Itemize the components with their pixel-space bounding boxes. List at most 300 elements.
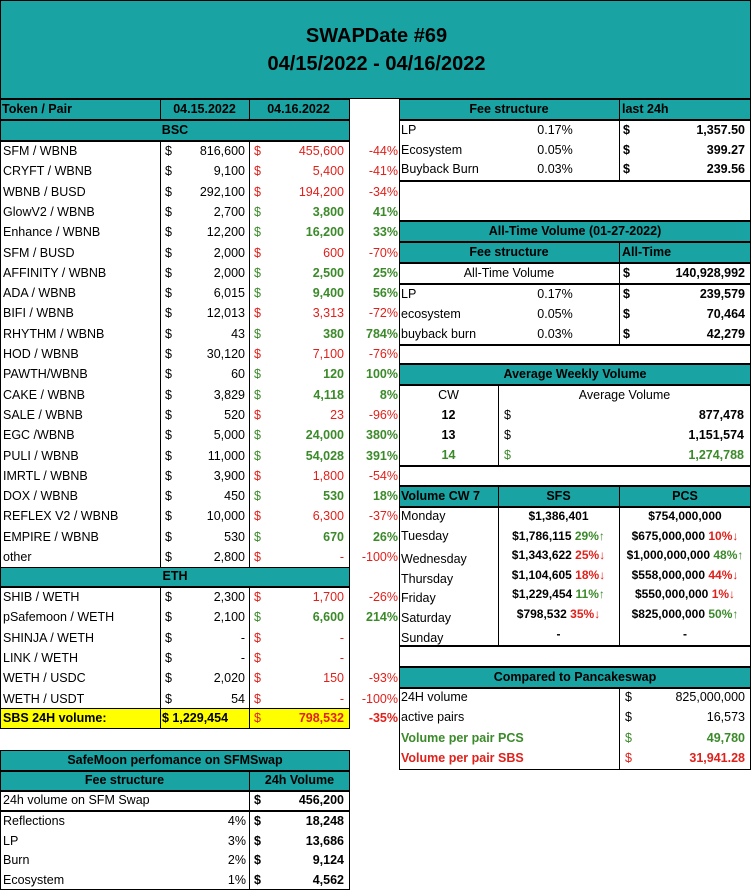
cw7-row-pcs (619, 585, 751, 604)
header-pair: Token / Pair (2, 102, 72, 116)
bsc-value-d2: 600 (323, 245, 344, 260)
fee-header: Fee structure (469, 102, 549, 116)
bsc-value-d2: 194,200 (298, 184, 344, 199)
cw7-row-sfs (498, 507, 619, 526)
currency-symbol: $ (254, 306, 261, 321)
bsc-value-d2: 3,800 (312, 204, 344, 219)
alltime-row-pct: 0.03% (537, 326, 573, 341)
currency-symbol: $ (504, 448, 511, 462)
eth-change-pct: -26% (368, 590, 398, 604)
compare-row-label: active pairs (401, 710, 465, 725)
cw7-pcs-change: 1%↓ (708, 587, 736, 602)
bsc-change-pct: 18% (372, 489, 398, 504)
currency-symbol: $ (254, 468, 261, 483)
alltime-volume-value: 140,928,992 (675, 266, 745, 280)
bsc-change-pct: 33% (372, 225, 398, 240)
safemoon-row-pct: 2% (227, 853, 246, 868)
eth-value-d2: - (339, 630, 344, 645)
fee-row-label: Buyback Burn (401, 162, 479, 177)
fee-row-pct: 0.17% (537, 123, 573, 137)
currency-symbol: $ (254, 711, 261, 725)
grid-line (249, 141, 250, 568)
fee-row-value: 399.27 (706, 142, 745, 157)
fee-row-value: 1,357.50 (696, 123, 745, 137)
bsc-value-d2: 23 (330, 407, 344, 422)
cw7-pcs-change: 10%↓ (705, 528, 739, 543)
safemoon-row-label: Burn (3, 853, 30, 868)
bsc-value-d1: 530 (224, 529, 245, 544)
currency-symbol: $ (254, 833, 261, 848)
alltime-row-value: 42,279 (706, 326, 745, 341)
currency-symbol: $ (254, 164, 261, 179)
eth-change-pct: 214% (366, 610, 398, 625)
eth-body-frame (0, 587, 350, 711)
bsc-change-pct: 25% (372, 265, 398, 280)
bsc-value-d1: 12,200 (206, 225, 245, 240)
currency-symbol: $ (254, 610, 261, 625)
currency-symbol: $ (254, 265, 261, 280)
cw7-row-sfs (498, 527, 619, 546)
currency-symbol: $ (165, 184, 172, 199)
bsc-value-d1: 816,600 (199, 144, 245, 158)
bsc-pair-name: CAKE / WBNB (3, 387, 85, 402)
compare-title: Compared to Pancakeswap (493, 670, 657, 684)
grid-line (160, 99, 161, 120)
bsc-change-pct: 784% (366, 326, 398, 341)
bsc-pair-name: EGC /WBNB (3, 428, 75, 443)
weekly-row-value: 1,274,788 (688, 448, 744, 462)
cw7-row-day: Thursday (401, 571, 454, 586)
eth-value-d1: - (240, 650, 245, 665)
cw7-row-day: Saturday (401, 611, 452, 625)
fee-row-label: LP (401, 123, 417, 137)
bsc-value-d2: 3,313 (312, 306, 344, 321)
header-date-1: 04.15.2022 (173, 102, 236, 116)
bsc-change-pct: -44% (368, 144, 398, 158)
cw7-sfs-value: $1,104,605 (511, 567, 572, 582)
currency-symbol: $ (504, 428, 511, 442)
grid-line (160, 141, 161, 568)
eth-change-pct: -100% (361, 691, 398, 706)
fee-row-pct: 0.03% (537, 162, 573, 177)
bsc-pair-name: RHYTHM / WBNB (3, 326, 105, 341)
compare-row-label: 24H volume (401, 690, 468, 704)
safemoon-row-value: 4,562 (312, 872, 344, 887)
alltime-volume-label: All-Time Volume (463, 266, 555, 280)
eth-label: ETH (162, 569, 188, 583)
currency-symbol: $ (165, 225, 172, 240)
currency-symbol: $ (165, 529, 172, 544)
cw7-pcs-value: $675,000,000 (631, 528, 706, 543)
bsc-change-pct: -100% (361, 550, 398, 564)
currency-symbol: $ (165, 367, 172, 382)
eth-value-d1: 2,100 (213, 610, 245, 625)
report-date-range: 04/15/2022 - 04/16/2022 (267, 53, 486, 75)
cw7-row-sfs (498, 546, 619, 565)
fee-row-value: 239.56 (706, 162, 745, 177)
currency-symbol: $ (625, 690, 632, 704)
bsc-value-d1: 12,013 (206, 306, 245, 321)
bsc-change-pct: -76% (368, 347, 398, 361)
bsc-value-d1: 2,700 (213, 204, 245, 219)
bsc-change-pct: 56% (372, 286, 398, 301)
cw7-spacer (399, 646, 751, 667)
cw7-row-pcs (619, 527, 751, 546)
bsc-change-pct: -96% (368, 407, 398, 422)
currency-symbol: $ (165, 347, 172, 361)
bsc-pair-name: IMRTL / WBNB (3, 468, 88, 483)
cw7-sfs-value: - (556, 626, 561, 641)
cw7-sfs-value: $1,343,622 (511, 548, 572, 563)
cw7-header-pcs: PCS (672, 489, 698, 503)
safemoon-row-label: Ecosystem (3, 872, 65, 887)
eth-pair-name: SHINJA / WETH (3, 630, 94, 645)
cw7-pcs-value: $754,000,000 (648, 509, 722, 523)
cw7-pcs-value: $1,000,000,000 (626, 548, 711, 563)
safemoon-row-value: 9,124 (312, 853, 344, 868)
weekly-row-value: 877,478 (698, 408, 744, 422)
bsc-value-d2: 120 (323, 367, 344, 382)
eth-pair-name: pSafemoon / WETH (3, 610, 115, 625)
currency-symbol: $ (165, 509, 172, 524)
cw7-row-sfs (498, 585, 619, 604)
title-banner (0, 0, 751, 99)
currency-symbol: $ (165, 468, 172, 483)
bsc-change-pct: 391% (366, 448, 398, 463)
bsc-value-d1: 30,120 (206, 347, 245, 361)
cw7-row-day: Friday (401, 591, 436, 606)
eth-value-d2: - (339, 650, 344, 665)
safemoon-row-pct: 1% (227, 872, 246, 887)
bsc-change-pct: -41% (368, 164, 398, 179)
bsc-value-d1: 11,000 (207, 448, 245, 463)
cw7-row-sfs (498, 625, 619, 644)
compare-row-label: Volume per pair SBS (401, 750, 524, 765)
bsc-pair-name: PAWTH/WBNB (3, 367, 88, 382)
bsc-change-pct: -72% (368, 306, 398, 321)
currency-symbol: $ (254, 326, 261, 341)
header-date-2: 04.16.2022 (267, 102, 330, 116)
currency-symbol: $ (254, 245, 261, 260)
currency-symbol: $ (165, 265, 172, 280)
total-value-d1: $ 1,229,454 (162, 711, 229, 725)
currency-symbol: $ (165, 671, 172, 686)
bsc-value-d1: 43 (231, 326, 245, 341)
bsc-value-d1: 10,000 (206, 509, 245, 524)
currency-symbol: $ (165, 630, 172, 645)
grid-line (249, 587, 250, 710)
eth-value-d2: 6,600 (312, 610, 344, 625)
eth-pair-name: SHIB / WETH (3, 590, 80, 604)
currency-symbol: $ (165, 489, 172, 504)
bsc-pair-name: DOX / WBNB (3, 489, 79, 504)
cw7-pcs-change: 44%↓ (705, 567, 739, 582)
compare-row-label: Volume per pair PCS (401, 730, 524, 745)
cw7-row-sfs (498, 605, 619, 624)
bsc-pair-name: SFM / BUSD (3, 245, 75, 260)
cw7-sfs-change: 25%↓ (571, 548, 606, 563)
bsc-change-pct: 8% (379, 387, 398, 402)
alltime-row-value: 70,464 (706, 306, 745, 321)
cw7-sfs-value: $1,386,401 (528, 509, 589, 523)
bsc-value-d1: 3,829 (213, 387, 245, 402)
cw7-pcs-change: 50%↑ (705, 607, 739, 621)
bsc-value-d2: 24,000 (305, 428, 344, 443)
cw7-sfs-value: $1,229,454 (512, 587, 573, 602)
currency-symbol: $ (625, 710, 632, 725)
bsc-pair-name: ADA / WBNB (3, 286, 76, 301)
bsc-change-pct: -34% (368, 184, 398, 199)
eth-pair-name: WETH / USDT (3, 691, 85, 706)
bsc-change-pct: -37% (368, 509, 398, 524)
alltime-spacer (399, 345, 751, 364)
grid-line (249, 791, 250, 811)
cw7-row-pcs (619, 566, 751, 585)
currency-symbol: $ (165, 204, 172, 219)
cw7-row-pcs (619, 605, 751, 624)
cw7-row-sfs (498, 566, 619, 585)
bsc-change-pct: -54% (368, 468, 398, 483)
weekly-header-avg: Average Volume (578, 388, 671, 402)
currency-symbol: $ (625, 730, 632, 745)
currency-symbol: $ (254, 650, 261, 665)
weekly-spacer (399, 466, 751, 486)
cw7-row-day: Monday (401, 509, 446, 523)
bsc-pair-name: CRYFT / WBNB (3, 164, 93, 179)
eth-value-d1: 54 (231, 691, 245, 706)
currency-symbol: $ (623, 162, 630, 177)
bsc-value-d2: 9,400 (312, 286, 344, 301)
bsc-change-pct: -70% (368, 245, 398, 260)
cw7-pcs-value: - (683, 626, 687, 641)
weekly-header-cw: CW (438, 388, 459, 402)
bsc-value-d2: 530 (323, 489, 344, 504)
cw7-sfs-value: $798,532 (516, 607, 567, 621)
currency-symbol: $ (165, 326, 172, 341)
bsc-pair-name: SALE / WBNB (3, 407, 83, 422)
currency-symbol: $ (623, 326, 630, 341)
grid-line (160, 587, 161, 710)
currency-symbol: $ (165, 590, 172, 604)
currency-symbol: $ (254, 529, 261, 544)
cw7-row-day: Wednesday (401, 552, 467, 567)
compare-row-value: 825,000,000 (675, 690, 745, 704)
eth-value-d1: - (240, 630, 245, 645)
currency-symbol: $ (623, 287, 630, 301)
alltime-title: All-Time Volume (01-27-2022) (488, 224, 662, 238)
compare-row-value: 16,573 (706, 710, 745, 725)
alltime-row-label: ecosystem (401, 306, 461, 321)
currency-symbol: $ (254, 550, 261, 564)
grid-line (619, 284, 620, 345)
bsc-pair-name: WBNB / BUSD (3, 184, 86, 199)
eth-value-d1: 2,300 (213, 590, 245, 604)
currency-symbol: $ (254, 286, 261, 301)
bsc-value-d2: 6,300 (312, 509, 344, 524)
safemoon-total-label: 24h volume on SFM Swap (3, 793, 150, 807)
currency-symbol: $ (623, 266, 630, 280)
safemoon-row-value: 13,686 (305, 833, 344, 848)
compare-row-value: 31,941.28 (689, 750, 745, 765)
bsc-value-d1: 2,000 (213, 265, 245, 280)
cw7-row-day: Sunday (401, 630, 444, 645)
weekly-row-cw: 14 (441, 448, 456, 462)
currency-symbol: $ (254, 793, 261, 807)
currency-symbol: $ (625, 750, 632, 765)
currency-symbol: $ (165, 448, 172, 463)
currency-symbol: $ (165, 428, 172, 443)
eth-value-d2: 1,700 (312, 590, 344, 604)
currency-symbol: $ (623, 142, 630, 157)
alltime-row-pct: 0.05% (537, 306, 573, 321)
grid-line (619, 120, 620, 181)
bsc-value-d1: 450 (224, 489, 245, 504)
cw7-header-sfs: SFS (546, 489, 571, 503)
cw7-sfs-change: 35%↓ (566, 607, 601, 621)
bsc-value-d1: 9,100 (213, 164, 245, 179)
eth-value-d1: 2,020 (213, 671, 245, 686)
currency-symbol: $ (254, 428, 261, 443)
bsc-value-d2: - (339, 550, 344, 564)
cw7-pcs-value: $550,000,000 (634, 587, 709, 602)
bsc-value-d1: 5,000 (213, 428, 245, 443)
weekly-row-cw: 12 (441, 408, 456, 422)
grid-line (619, 688, 620, 770)
grid-line (619, 242, 620, 263)
currency-symbol: $ (254, 225, 261, 240)
weekly-row-cw: 13 (441, 428, 456, 442)
bsc-value-d2: 455,600 (298, 144, 344, 158)
bsc-body-frame (0, 141, 350, 569)
alltime-row-label: buyback burn (401, 326, 477, 341)
currency-symbol: $ (254, 204, 261, 219)
bsc-change-pct: 380% (366, 428, 398, 443)
currency-symbol: $ (623, 306, 630, 321)
eth-value-d2: - (339, 691, 344, 706)
currency-symbol: $ (254, 872, 261, 887)
weekly-title: Average Weekly Volume (503, 367, 647, 381)
currency-symbol: $ (254, 367, 261, 382)
eth-change-pct: -93% (368, 671, 398, 686)
total-label: SBS 24H volume: (3, 711, 107, 725)
grid-line (249, 99, 250, 120)
cw7-row-pcs (619, 546, 751, 565)
bsc-label: BSC (161, 123, 189, 137)
currency-symbol: $ (254, 407, 261, 422)
compare-row-value: 49,780 (706, 730, 745, 745)
bsc-pair-name: PULI / WBNB (3, 448, 79, 463)
alltime-row-value: 239,579 (699, 287, 745, 301)
bsc-pair-name: GlowV2 / WBNB (3, 204, 95, 219)
currency-symbol: $ (165, 610, 172, 625)
currency-symbol: $ (165, 306, 172, 321)
bsc-value-d1: 292,100 (199, 184, 245, 199)
fee-row-pct: 0.05% (537, 142, 573, 157)
eth-pair-name: WETH / USDC (3, 671, 86, 686)
currency-symbol: $ (165, 650, 172, 665)
safemoon-header-fee: Fee structure (84, 773, 165, 787)
eth-value-d2: 150 (323, 671, 344, 686)
currency-symbol: $ (254, 387, 261, 402)
total-change-pct: -35% (368, 711, 398, 725)
currency-symbol: $ (165, 144, 172, 158)
bsc-value-d2: 1,800 (312, 468, 344, 483)
bsc-value-d1: 2,800 (213, 550, 245, 564)
cw7-header-day: Volume CW 7 (401, 489, 480, 503)
bsc-value-d1: 520 (224, 407, 245, 422)
bsc-change-pct: 100% (366, 367, 398, 382)
bsc-value-d2: 670 (323, 529, 344, 544)
cw7-sfs-value: $1,786,115 (512, 528, 572, 543)
cw7-pcs-value: $825,000,000 (631, 607, 706, 621)
cw7-row-pcs (619, 507, 751, 526)
bsc-pair-name: Enhance / WBNB (3, 225, 101, 240)
currency-symbol: $ (254, 814, 261, 828)
fee-header-last24h: last 24h (622, 102, 669, 116)
currency-symbol: $ (254, 630, 261, 645)
currency-symbol: $ (254, 853, 261, 868)
bsc-value-d1: 6,015 (213, 286, 245, 301)
cw7-row-pcs (619, 625, 751, 644)
bsc-value-d1: 2,000 (213, 245, 245, 260)
cw7-pcs-value: $558,000,000 (631, 567, 706, 582)
safemoon-header-volume: 24h Volume (264, 773, 335, 787)
alltime-row-pct: 0.17% (537, 287, 573, 301)
currency-symbol: $ (254, 509, 261, 524)
bsc-value-d2: 2,500 (312, 265, 344, 280)
currency-symbol: $ (165, 286, 172, 301)
bsc-pair-name: REFLEX V2 / WBNB (3, 509, 119, 524)
currency-symbol: $ (165, 550, 172, 564)
bsc-value-d2: 4,118 (313, 387, 344, 402)
eth-pair-name: LINK / WETH (3, 650, 79, 665)
currency-symbol: $ (254, 671, 261, 686)
bsc-pair-name: AFFINITY / WBNB (3, 265, 107, 280)
grid-line (249, 708, 250, 729)
currency-symbol: $ (254, 184, 261, 199)
currency-symbol: $ (254, 691, 261, 706)
bsc-pair-name: EMPIRE / WBNB (3, 529, 99, 544)
bsc-value-d1: 60 (231, 367, 245, 382)
bsc-pair-name: BIFI / WBNB (3, 306, 74, 321)
report-title: SWAPDate #69 (305, 25, 448, 47)
bsc-value-d2: 5,400 (312, 164, 344, 179)
bsc-value-d2: 7,100 (312, 347, 344, 361)
safemoon-row-value: 18,248 (305, 814, 344, 828)
currency-symbol: $ (165, 387, 172, 402)
safemoon-title: SafeMoon perfomance on SFMSwap (67, 753, 283, 767)
currency-symbol: $ (165, 691, 172, 706)
currency-symbol: $ (254, 144, 261, 158)
cw7-sfs-change: 29%↑ (571, 528, 605, 543)
safemoon-row-pct: 3% (227, 833, 246, 848)
currency-symbol: $ (254, 590, 261, 604)
fee-spacer (399, 181, 751, 221)
currency-symbol: $ (165, 407, 172, 422)
safemoon-row-pct: 4% (227, 814, 246, 828)
alltime-row-label: LP (401, 287, 417, 301)
bsc-pair-name: other (3, 550, 32, 564)
cw7-pcs-change: 48%↑ (710, 548, 744, 563)
currency-symbol: $ (504, 408, 511, 422)
total-value-d2: 798,532 (298, 711, 344, 725)
cw7-row-day: Tuesday (401, 528, 449, 543)
bsc-value-d2: 380 (323, 326, 344, 341)
grid-line (619, 263, 620, 284)
currency-symbol: $ (165, 245, 172, 260)
bsc-value-d2: 16,200 (305, 225, 344, 240)
bsc-value-d2: 54,028 (305, 448, 344, 463)
